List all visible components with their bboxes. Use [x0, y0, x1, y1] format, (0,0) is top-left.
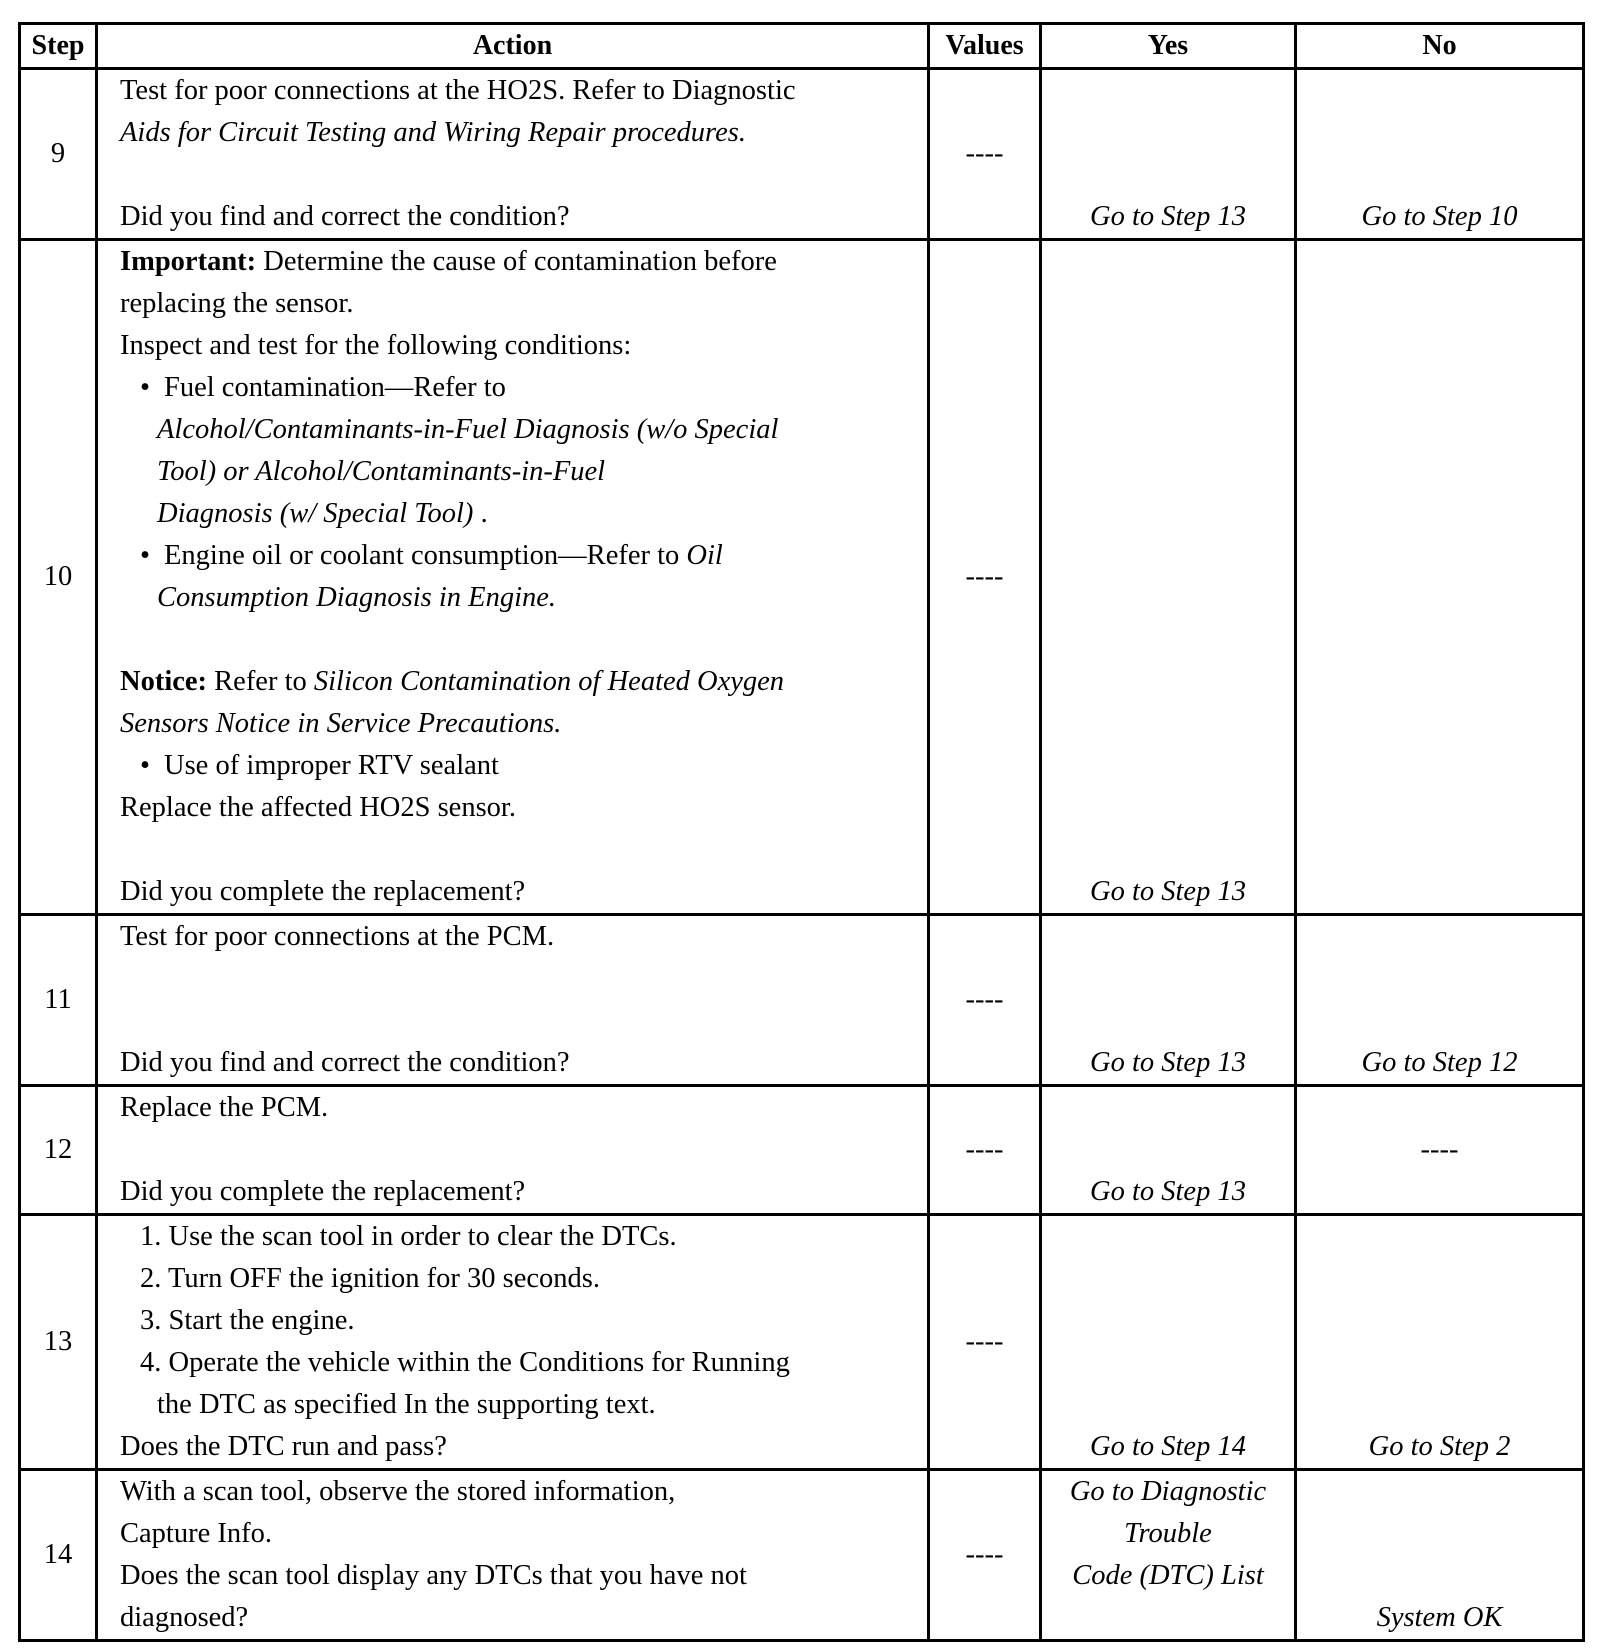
yes-line: Trouble	[1124, 1518, 1212, 1549]
action-text: Capture Info.	[120, 1518, 272, 1549]
notice-label: Notice:	[120, 666, 208, 697]
action-reference: Tool) or Alcohol/Contaminants-in-Fuel	[157, 456, 606, 487]
action-text: With a scan tool, observe the stored information,	[120, 1476, 676, 1507]
header-row	[20, 24, 1584, 69]
action-text: Replace the PCM.	[120, 1092, 329, 1123]
action-question: Did you complete the replacement?	[120, 876, 526, 907]
no-cell	[1296, 240, 1584, 915]
header-values: Values	[929, 24, 1041, 69]
no-cell: Go to Step 12	[1296, 915, 1584, 1086]
action-question: Did you find and correct the condition?	[120, 201, 570, 232]
action-text: Test for poor connections at the HO2S. Refer to Diagnostic	[120, 75, 796, 106]
action-text: Replace the affected HO2S sensor.	[120, 792, 516, 823]
step-number: 9	[20, 69, 97, 240]
bullet-item: • Fuel contamination—Refer to	[120, 367, 917, 409]
no-cell: Go to Step 2	[1296, 1215, 1584, 1470]
header-action: Action	[97, 24, 929, 69]
action-question: Does the scan tool display any DTCs that you have not	[120, 1560, 747, 1591]
values-cell: ----	[929, 69, 1041, 240]
action-text: replacing the sensor.	[120, 288, 354, 319]
action-question: Did you complete the replacement?	[120, 1176, 526, 1207]
action-reference: Sensors Notice in Service Precautions.	[120, 708, 562, 739]
bullet-item	[120, 535, 917, 577]
action-question: Did you find and correct the condition?	[120, 1047, 570, 1078]
table-row	[20, 915, 1584, 1086]
values-cell: ----	[929, 1086, 1041, 1215]
numbered-item: 2. Turn OFF the ignition for 30 seconds.	[140, 1263, 600, 1294]
action-reference: Alcohol/Contaminants-in-Fuel Diagnosis (w/o Special	[157, 414, 779, 445]
step-number: 10	[20, 240, 97, 915]
bullet-item: • Use of improper RTV sealant	[120, 745, 917, 787]
action-question: diagnosed?	[120, 1602, 249, 1633]
yes-cell: Go to Step 14	[1041, 1215, 1296, 1470]
important-label: Important:	[120, 246, 257, 277]
table-row	[20, 69, 1584, 240]
numbered-item: 1. Use the scan tool in order to clear the DTCs.	[140, 1221, 677, 1252]
table-row	[20, 1470, 1584, 1641]
bullet-text: Engine oil or coolant consumption—Refer to	[164, 540, 687, 571]
yes-cell: Go to Step 13	[1041, 1086, 1296, 1215]
action-reference: Silicon Contamination of Heated Oxygen	[313, 666, 785, 697]
table-row	[20, 1215, 1584, 1470]
table-row	[20, 240, 1584, 915]
no-cell: Go to Step 10	[1296, 69, 1584, 240]
values-cell: ----	[929, 915, 1041, 1086]
action-reference: Oil	[686, 540, 723, 571]
values-cell: ----	[929, 240, 1041, 915]
action-reference: Aids for Circuit Testing and Wiring Repair procedures.	[120, 117, 746, 148]
action-question: Does the DTC run and pass?	[120, 1431, 447, 1462]
numbered-item: 4. Operate the vehicle within the Conditions for Running	[140, 1347, 790, 1378]
action-text: Test for poor connections at the PCM.	[120, 921, 555, 952]
action-reference-line	[120, 493, 917, 535]
important-text: Determine the cause of contamination before	[256, 246, 777, 277]
step-number: 12	[20, 1086, 97, 1215]
yes-cell: Go to Step 13	[1041, 69, 1296, 240]
action-cell	[97, 69, 929, 240]
yes-cell: Go to Step 13	[1041, 915, 1296, 1086]
action-cell	[97, 1086, 929, 1215]
notice-note	[120, 661, 917, 703]
step-number: 14	[20, 1470, 97, 1641]
numbered-item-continuation: the DTC as specified In the supporting text.	[157, 1389, 656, 1420]
step-number: 11	[20, 915, 97, 1086]
notice-text: Refer to	[207, 666, 314, 697]
yes-line: Code (DTC) List	[1072, 1560, 1264, 1591]
punctuation: .	[473, 498, 488, 529]
header-step: Step	[20, 24, 97, 69]
action-cell	[97, 1470, 929, 1641]
header-no: No	[1296, 24, 1584, 69]
action-cell	[97, 915, 929, 1086]
values-cell: ----	[929, 1470, 1041, 1641]
table-row	[20, 1086, 1584, 1215]
header-yes: Yes	[1041, 24, 1296, 69]
action-cell	[97, 1215, 929, 1470]
step-number: 13	[20, 1215, 97, 1470]
numbered-item: 3. Start the engine.	[140, 1305, 355, 1336]
yes-line: Go to Diagnostic	[1069, 1476, 1267, 1507]
yes-cell: Go to Step 13	[1041, 240, 1296, 915]
important-note	[120, 241, 917, 283]
action-reference: Consumption Diagnosis in Engine.	[157, 582, 557, 613]
yes-cell	[1041, 1470, 1296, 1641]
action-cell	[97, 240, 929, 915]
no-cell: ----	[1296, 1086, 1584, 1215]
no-cell: System OK	[1296, 1470, 1584, 1641]
diagnostic-table	[18, 22, 1585, 1642]
action-text: Inspect and test for the following conditions:	[120, 330, 632, 361]
action-reference: Diagnosis (w/ Special Tool)	[157, 498, 474, 529]
values-cell: ----	[929, 1215, 1041, 1470]
